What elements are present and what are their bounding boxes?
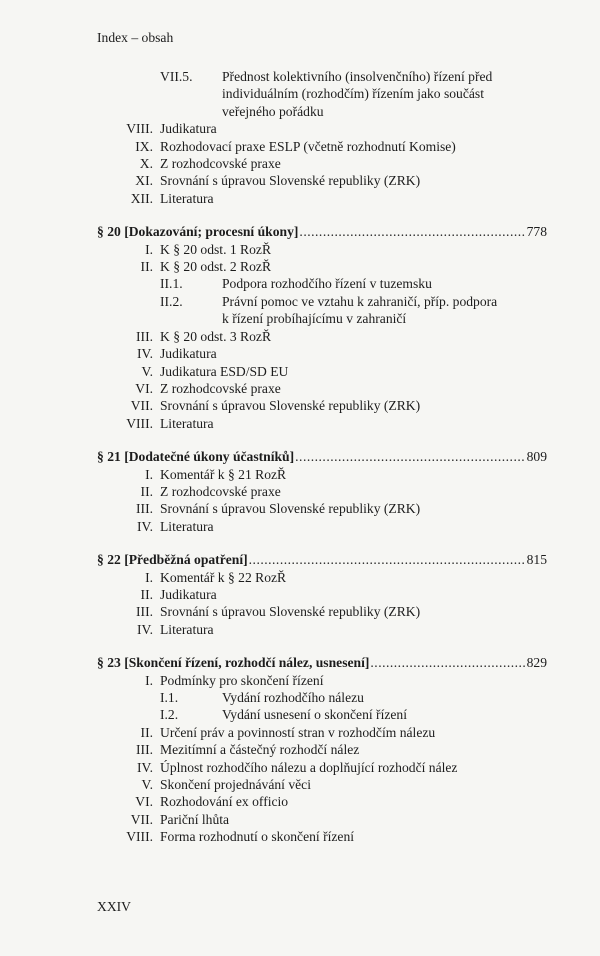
dot-leader bbox=[249, 551, 526, 568]
section-title: § 23 [Skončení řízení, rozhodčí nález, usnesení] bbox=[97, 655, 370, 671]
toc-entry-number: II.2. bbox=[160, 293, 183, 309]
section-page-number: 778 bbox=[526, 224, 547, 240]
toc-entry bbox=[97, 415, 547, 432]
toc-entry bbox=[97, 172, 547, 189]
toc-entry-title: Srovnání s úpravou Slovenské republiky (ZRK) bbox=[160, 604, 421, 620]
toc-entry-number: I.2. bbox=[160, 707, 179, 723]
toc-entry-title: Judikatura bbox=[160, 586, 217, 602]
toc-entry-number: IV. bbox=[137, 621, 153, 637]
toc-entry-title: Skončení projednávání věci bbox=[160, 777, 311, 793]
toc-entry-title: Forma rozhodnutí o skončení řízení bbox=[160, 829, 355, 845]
toc-entry-title: K § 20 odst. 1 RozŘ bbox=[160, 241, 272, 257]
running-head: Index – obsah bbox=[97, 30, 174, 45]
toc-entry-number: II.1. bbox=[160, 276, 183, 292]
section-title: § 21 [Dodatečné úkony účastníků] bbox=[97, 449, 295, 465]
toc-entry bbox=[97, 759, 547, 776]
section-title: § 22 [Předběžná opatření] bbox=[97, 552, 248, 568]
toc-entry-number: IV. bbox=[137, 346, 153, 362]
toc-entry-number: VII. bbox=[130, 398, 153, 414]
toc-entry-title: Literatura bbox=[160, 415, 214, 431]
toc-entry-number: I. bbox=[145, 241, 153, 257]
toc-entry-title: Judikatura ESD/SD EU bbox=[160, 363, 289, 379]
toc-entry-number: VI. bbox=[135, 380, 153, 396]
toc-entry bbox=[97, 345, 547, 362]
toc-section-heading bbox=[97, 551, 547, 568]
toc-entry-number: II. bbox=[140, 586, 153, 602]
toc-entry bbox=[97, 155, 547, 172]
toc-entry bbox=[97, 811, 547, 828]
section-title: § 20 [Dokazování; procesní úkony] bbox=[97, 224, 299, 240]
toc-entry-number: IX. bbox=[135, 138, 153, 154]
toc-entry-title: Z rozhodcovské praxe bbox=[160, 380, 281, 396]
toc-entry-number: III. bbox=[136, 742, 153, 758]
toc-entry-title: Srovnání s úpravou Slovenské republiky (ZRK) bbox=[160, 173, 421, 189]
toc-entry-number: III. bbox=[136, 604, 153, 620]
toc-entry-title: Přednost kolektivního (insolvenčního) řízení před individuálním (rozhodčím) řízením jako součást veřejného pořádku bbox=[222, 69, 493, 119]
toc-entry bbox=[97, 672, 547, 689]
toc-entry bbox=[97, 258, 547, 275]
toc-entry-title: Z rozhodcovské praxe bbox=[160, 156, 281, 172]
toc-subentry bbox=[97, 293, 547, 328]
toc-subentry bbox=[97, 68, 547, 120]
toc-entry bbox=[97, 138, 547, 155]
toc-entry-number: I. bbox=[145, 569, 153, 585]
toc-entry-number: X. bbox=[139, 156, 153, 172]
toc-section-heading bbox=[97, 448, 547, 465]
toc-entry-title: Komentář k § 21 RozŘ bbox=[160, 466, 287, 482]
toc-entry bbox=[97, 190, 547, 207]
toc-entry bbox=[97, 363, 547, 380]
toc-entry-title: Mezitímní a částečný rozhodčí nález bbox=[160, 742, 360, 758]
toc-entry-number: VII. bbox=[130, 811, 153, 827]
toc-entry bbox=[97, 603, 547, 620]
toc-entry-title: K § 20 odst. 2 RozŘ bbox=[160, 259, 272, 275]
section-page-number: 809 bbox=[526, 449, 547, 465]
toc-entry bbox=[97, 776, 547, 793]
toc-entry-title: Literatura bbox=[160, 518, 214, 534]
toc-entry bbox=[97, 328, 547, 345]
page-number: XXIV bbox=[97, 899, 131, 914]
toc-entry-number: I.1. bbox=[160, 690, 179, 705]
toc-entry-number: V. bbox=[141, 363, 153, 379]
table-of-contents bbox=[97, 68, 547, 846]
toc-entry-title: Srovnání s úpravou Slovenské republiky (ZRK) bbox=[160, 398, 421, 414]
toc-entry-title: Právní pomoc ve vztahu k zahraničí, příp. podpora k řízení probíhajícímu v zahraničí bbox=[222, 293, 498, 327]
dot-leader bbox=[295, 448, 525, 465]
toc-subentry bbox=[97, 275, 547, 292]
toc-entry-number: I. bbox=[145, 466, 153, 482]
toc-entry-title: Vydání rozhodčího nálezu bbox=[222, 690, 364, 705]
toc-entry bbox=[97, 741, 547, 758]
toc-entry bbox=[97, 793, 547, 810]
toc-entry-title: K § 20 odst. 3 RozŘ bbox=[160, 328, 272, 344]
toc-entry-title: Literatura bbox=[160, 621, 214, 637]
toc-entry-title: Vydání usnesení o skončení řízení bbox=[222, 707, 407, 723]
toc-entry bbox=[97, 120, 547, 137]
toc-entry bbox=[97, 397, 547, 414]
toc-entry-number: III. bbox=[136, 328, 153, 344]
toc-entry-number: VIII. bbox=[126, 415, 153, 431]
toc-entry-title: Srovnání s úpravou Slovenské republiky (ZRK) bbox=[160, 501, 421, 517]
toc-entry-title: Podpora rozhodčího řízení v tuzemsku bbox=[222, 276, 432, 292]
section-page-number: 815 bbox=[526, 552, 547, 568]
toc-entry-number: I. bbox=[145, 672, 153, 688]
toc-entry-title: Judikatura bbox=[160, 121, 217, 137]
toc-subentry bbox=[97, 706, 547, 723]
toc-entry bbox=[97, 466, 547, 483]
toc-entry bbox=[97, 724, 547, 741]
toc-entry-title: Určení práv a povinností stran v rozhodčím nálezu bbox=[160, 724, 436, 740]
toc-entry bbox=[97, 500, 547, 517]
toc-entry-number: V. bbox=[141, 777, 153, 793]
toc-entry-number: IV. bbox=[137, 759, 153, 775]
toc-entry-title: Rozhodování ex officio bbox=[160, 794, 289, 810]
toc-entry-title: Pariční lhůta bbox=[160, 811, 230, 827]
toc-entry bbox=[97, 518, 547, 535]
toc-entry-number: III. bbox=[136, 501, 153, 517]
toc-entry-number: VIII. bbox=[126, 829, 153, 845]
toc-entry-title: Úplnost rozhodčího nálezu a doplňující rozhodčí nález bbox=[160, 759, 458, 775]
toc-entry-title: Rozhodovací praxe ESLP (včetně rozhodnutí Komise) bbox=[160, 138, 456, 154]
toc-entry-number: II. bbox=[140, 724, 153, 740]
toc-entry bbox=[97, 380, 547, 397]
toc-entry-title: Podmínky pro skončení řízení bbox=[160, 672, 324, 688]
toc-entry-title: Judikatura bbox=[160, 346, 217, 362]
toc-entry-number: XII. bbox=[130, 190, 153, 206]
toc-entry-number: VII.5. bbox=[160, 69, 193, 84]
toc-entry-number: VI. bbox=[135, 794, 153, 810]
toc-entry-number: VIII. bbox=[126, 121, 153, 137]
toc-entry bbox=[97, 828, 547, 845]
toc-entry-number: II. bbox=[140, 259, 153, 275]
toc-section-heading bbox=[97, 654, 547, 671]
toc-entry-number: XI. bbox=[135, 173, 153, 189]
dot-leader bbox=[299, 223, 525, 240]
toc-entry-title: Literatura bbox=[160, 190, 214, 206]
toc-entry-number: IV. bbox=[137, 518, 153, 534]
toc-section-heading bbox=[97, 223, 547, 240]
toc-entry-number: II. bbox=[140, 483, 153, 499]
section-page-number: 829 bbox=[526, 655, 547, 671]
toc-entry bbox=[97, 586, 547, 603]
toc-entry bbox=[97, 483, 547, 500]
toc-entry-title: Komentář k § 22 RozŘ bbox=[160, 569, 287, 585]
toc-subentry bbox=[97, 689, 547, 706]
toc-entry bbox=[97, 241, 547, 258]
toc-entry bbox=[97, 569, 547, 586]
toc-entry bbox=[97, 621, 547, 638]
dot-leader bbox=[370, 654, 525, 671]
toc-entry-title: Z rozhodcovské praxe bbox=[160, 483, 281, 499]
